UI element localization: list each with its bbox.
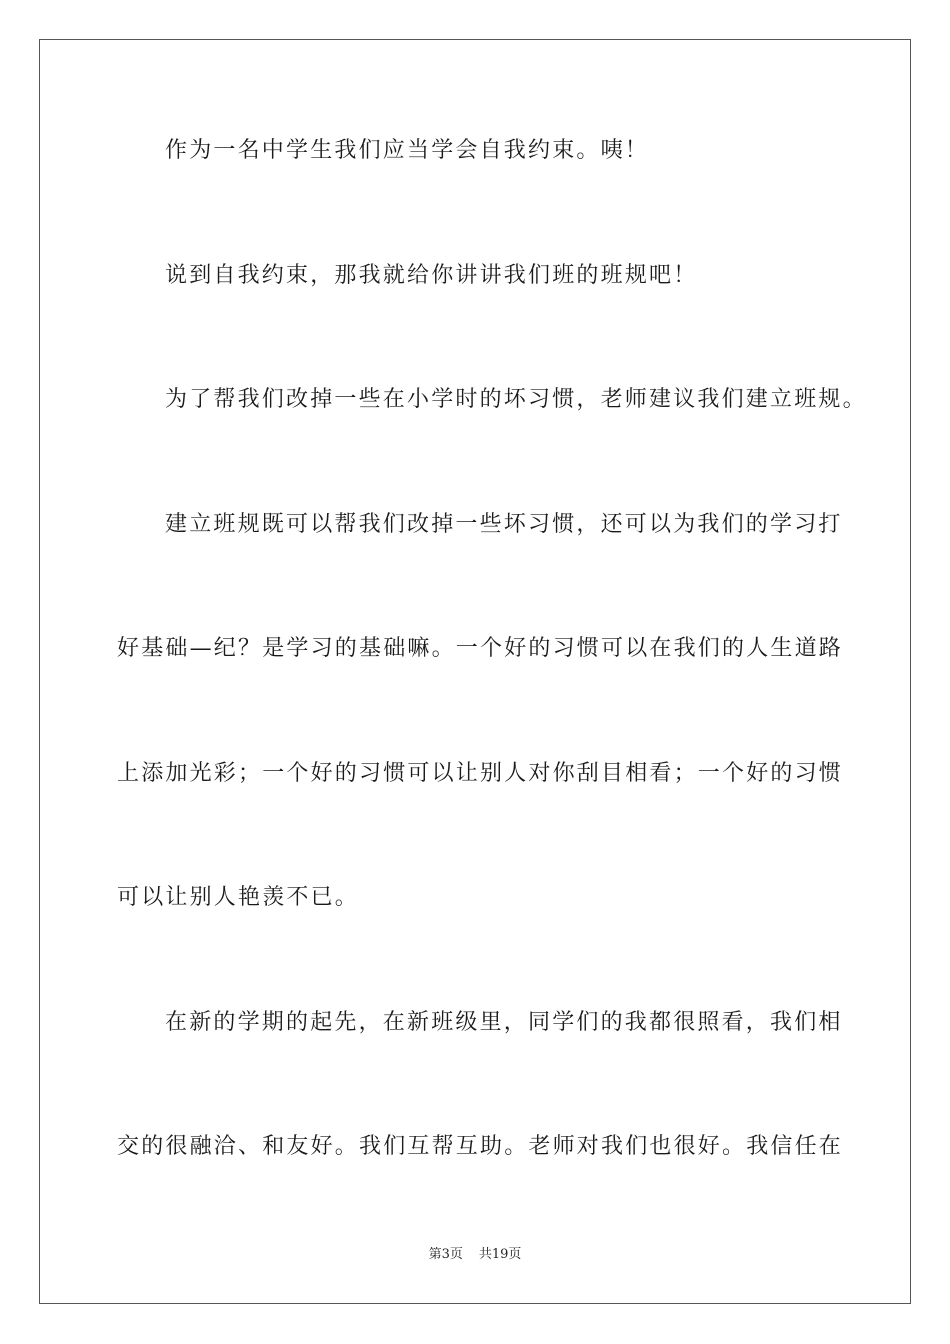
page-frame bbox=[39, 39, 911, 1304]
text-line-2: 说到自我约束，那我就给你讲讲我们班的班规吧！ bbox=[165, 263, 698, 288]
text-line-6: 上添加光彩；一个好的习惯可以让别人对你刮目相看；一个好的习惯 bbox=[117, 761, 844, 786]
text-line-1: 作为一名中学生我们应当学会自我约束。咦！ bbox=[165, 138, 650, 163]
text-line-3: 为了帮我们改掉一些在小学时的坏习惯，老师建议我们建立班规。 bbox=[165, 387, 867, 412]
text-line-7: 可以让别人艳羡不已。 bbox=[117, 885, 360, 910]
page-footer bbox=[0, 1246, 950, 1264]
text-line-8: 在新的学期的起先，在新班级里，同学们的我都很照看，我们相 bbox=[165, 1010, 843, 1035]
text-line-5: 好基础—纪？是学习的基础嘛。一个好的习惯可以在我们的人生道路 bbox=[117, 636, 844, 661]
text-line-9: 交的很融洽、和友好。我们互帮互助。老师对我们也很好。我信任在 bbox=[117, 1134, 844, 1159]
page-number-current: 第3页 bbox=[428, 1247, 463, 1262]
page-number-total: 共19页 bbox=[478, 1247, 522, 1262]
text-line-4: 建立班规既可以帮我们改掉一些坏习惯，还可以为我们的学习打 bbox=[165, 512, 843, 537]
